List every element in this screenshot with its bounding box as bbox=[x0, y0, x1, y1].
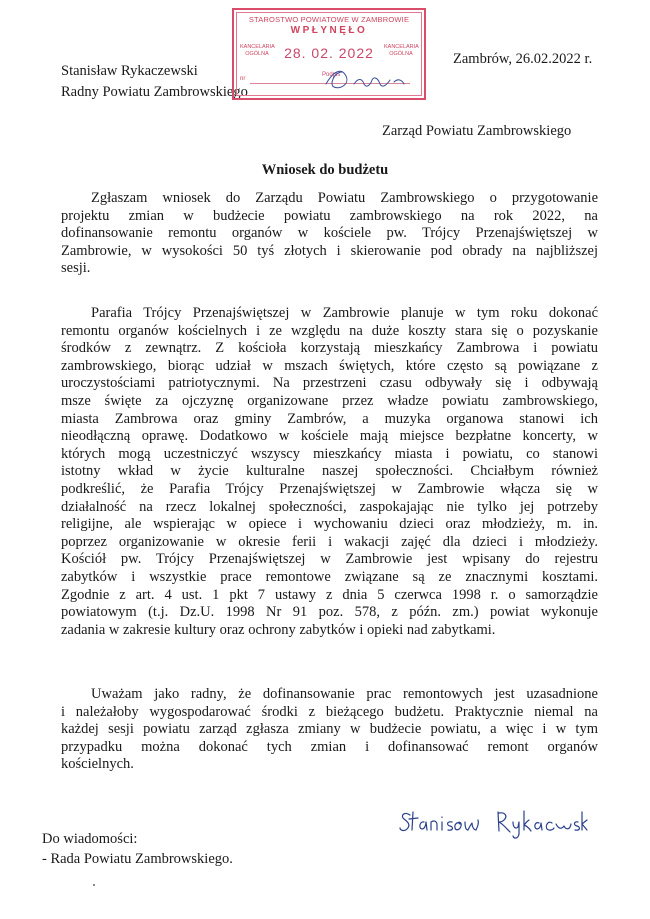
paragraph-line: uroczystościami patriotycznymi. Na przestrzeni czasu odbywały się i odbywają bbox=[61, 375, 598, 392]
paragraph-line: dofinansowanie remontu organów w kościele pw. Trójcy Przenajświętszej w bbox=[61, 225, 598, 242]
paragraph-line: msze święte za ojczyznę organizowane przez władze powiatu zambrowskiego, bbox=[61, 392, 598, 409]
sender-block bbox=[61, 61, 248, 103]
paragraph-line: remontu organów kościelnych i ze względu na duże koszty stara się o pozyskanie bbox=[61, 322, 598, 339]
stamp-received: WPŁYNĘŁO bbox=[290, 25, 368, 36]
paragraph-request bbox=[61, 190, 598, 278]
paragraph-line: sesji. bbox=[61, 260, 91, 277]
scan-speck bbox=[93, 884, 95, 886]
paragraph-line: projektu zmian w budżecie powiatu zambrowskiego na rok 2022, na bbox=[61, 207, 598, 224]
paragraph-line: Zambrowie, w wysokości 50 tyś złotych i skierowanie pod obrady na najbliższej bbox=[61, 242, 598, 259]
stamp-left-label: KANCELARIA OGÓLNA bbox=[240, 44, 275, 57]
cc-item: - Rada Powiatu Zambrowskiego. bbox=[42, 851, 233, 867]
paragraph-line: Zgłaszam wniosek do Zarządu Powiatu Zambrowskiego o przygotowanie bbox=[91, 190, 598, 206]
paragraph-line: miasta Zambrowa oraz gminy Zambrów, a muzyka organowa stanowi ich bbox=[61, 410, 598, 427]
sender-role: Radny Powiatu Zambrowskiego bbox=[61, 84, 248, 100]
paragraph-line: których mogą uczestniczyć wszyscy mieszkańcy miasta i powiatu, co stanowi bbox=[61, 445, 598, 462]
paragraph-justification bbox=[61, 305, 598, 639]
paragraph-line: poprzez organizowanie w okresie ferii i wakacji zajęć dla dzieci i młodzieży. bbox=[61, 533, 598, 550]
stamp-initials-drawing bbox=[234, 10, 424, 98]
signature-drawing bbox=[398, 806, 588, 840]
paragraph-line: działalność na rzecz lokalnej społeczności, zaspokajając nie tylko jej potrzeby bbox=[61, 498, 598, 515]
paragraph-line: zadania w zakresie kultury oraz ochrony zabytków i opieki nad zabytkami. bbox=[61, 621, 496, 638]
paragraph-conclusion bbox=[61, 686, 598, 774]
handwritten-signature bbox=[398, 806, 588, 845]
paragraph-line: i należałoby wygospodarować środki z bieżącego budżetu. Praktycznie niemal na bbox=[61, 703, 598, 720]
paragraph-line: środków z zewnątrz. Z kościoła korzystają mieszkańcy Zambrowa i powiatu bbox=[61, 340, 598, 357]
paragraph-line: nieodłączną oprawę. Dodatkowo w kościele mają miejsce bezpłatne koncerty, w bbox=[61, 428, 598, 445]
stamp-right-label: KANCELARIA OGÓLNA bbox=[384, 44, 419, 57]
paragraph-line: każdej sesji powiatu zarząd zgłasza zmiany w budżecie powiatu, a więc i w tym bbox=[61, 721, 598, 738]
stamp-number-label: nr bbox=[240, 76, 246, 82]
paragraph-line: Zgodnie z art. 4 ust. 1 pkt 7 ustawy z dnia 5 czerwca 1998 r. o samorządzie bbox=[61, 586, 598, 603]
place-and-date: Zambrów, 26.02.2022 r. bbox=[453, 51, 593, 67]
received-stamp bbox=[232, 8, 426, 100]
cc-block bbox=[42, 829, 233, 869]
paragraph-line: istotny wkład w życie kulturalne naszej społeczności. Chciałbym również bbox=[61, 463, 598, 480]
paragraph-line: przypadku można dokonać tych zmian i dofinansować remont organów bbox=[61, 738, 598, 755]
paragraph-line: Parafia Trójcy Przenajświętszej w Zambrowie planuje w tym roku dokonać bbox=[91, 305, 598, 321]
paragraph-line: religijne, ale wspierając w opiece i wychowaniu dzieci oraz młodzieży, m. in. bbox=[61, 516, 598, 533]
paragraph-line: podkreślić, że Parafia Trójcy Przenajświętszej w Zambrowie włącza się w bbox=[61, 480, 598, 497]
paragraph-line: zambrowskiego, biorąc udział w mszach świętych, które często są powiązane z bbox=[61, 357, 598, 374]
stamp-date: 28. 02. 2022 bbox=[284, 45, 374, 61]
cc-label: Do wiadomości: bbox=[42, 831, 138, 847]
paragraph-line: powiatowym (t.j. Dz.U. 1998 Nr 91 poz. 578, z późn. zm.) powiat wykonuje bbox=[61, 604, 598, 621]
sender-name: Stanisław Rykaczewski bbox=[61, 63, 198, 79]
paragraph-line: Kościół pw. Trójcy Przenajświętszej w Zambrowie jest wpisany do rejestru bbox=[61, 551, 598, 568]
paragraph-line: zabytków i wszystkie prace remontowe związane są ze znacznymi kosztami. bbox=[61, 568, 598, 585]
stamp-signature-label: Podpis bbox=[322, 72, 341, 78]
paragraph-line: Uważam jako radny, że dofinansowanie prac remontowych jest uzasadnione bbox=[91, 686, 598, 702]
paragraph-line: kościelnych. bbox=[61, 756, 134, 773]
recipient: Zarząd Powiatu Zambrowskiego bbox=[382, 123, 572, 139]
document-title: Wniosek do budżetu bbox=[261, 162, 389, 178]
stamp-office: STAROSTWO POWIATOWE W ZAMBROWIE bbox=[248, 15, 410, 24]
